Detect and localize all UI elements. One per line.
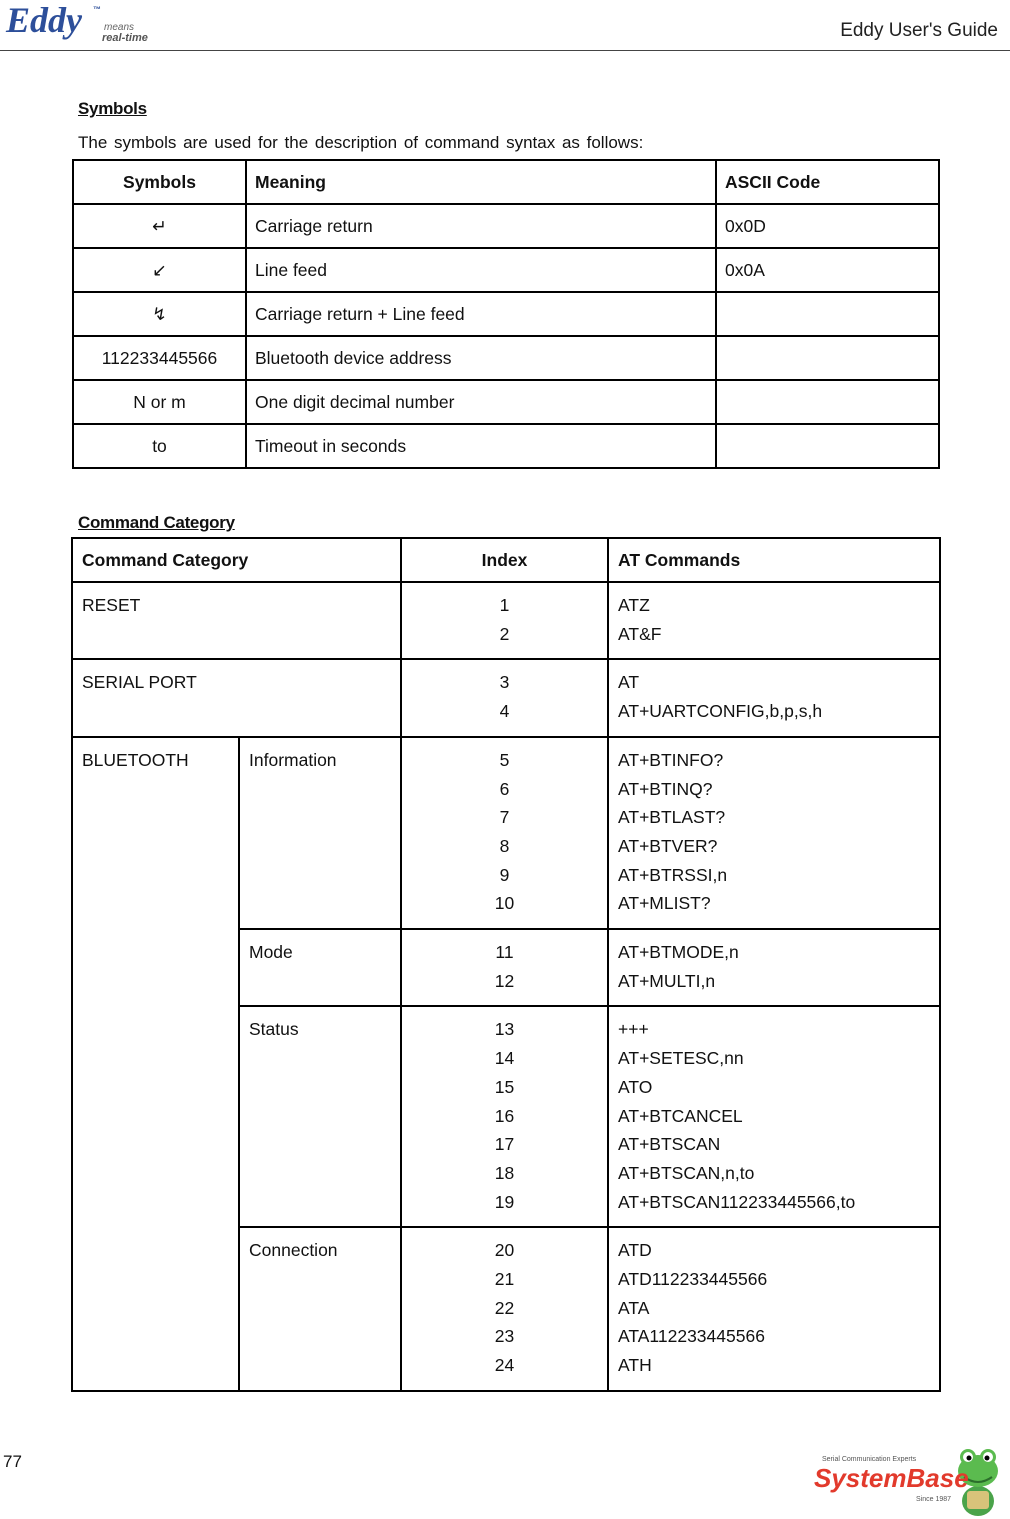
at-command: ATO xyxy=(618,1076,653,1097)
brand-name: SystemBase xyxy=(814,1463,969,1493)
index-value: 4 xyxy=(499,701,510,722)
index-value: 1 xyxy=(499,595,510,615)
at-command: AT+MLIST? xyxy=(618,893,711,914)
logo-wordmark: Eddy xyxy=(6,0,82,40)
index-value: 8 xyxy=(499,835,510,856)
index-cell xyxy=(401,929,608,1006)
at-command: AT+BTSCAN112233445566,to xyxy=(618,1191,856,1212)
table-row xyxy=(73,380,939,424)
index-cell xyxy=(401,1227,608,1391)
symbols-intro: The symbols are used for the description of command syntax as follows: xyxy=(78,133,644,152)
document-title: Eddy User's Guide xyxy=(840,20,998,41)
column-header-symbols: Symbols xyxy=(73,160,246,204)
index-value: 19 xyxy=(494,1191,515,1212)
index-value: 21 xyxy=(494,1269,515,1290)
column-header-index: Index xyxy=(401,538,608,582)
table-row xyxy=(73,248,939,292)
page-number: 77 xyxy=(3,1452,22,1471)
header-divider xyxy=(0,50,1010,51)
index-cell xyxy=(401,737,608,929)
symbol-cell: ↯ xyxy=(73,292,246,336)
ascii-cell: 0x0A xyxy=(716,248,939,292)
commands-cell xyxy=(608,929,940,1006)
index-value: 16 xyxy=(494,1105,515,1126)
table-row xyxy=(73,424,939,468)
meaning-cell: Carriage return xyxy=(246,204,716,248)
at-command: ATD xyxy=(618,1240,652,1261)
symbol-cell: N or m xyxy=(73,380,246,424)
table-header-row xyxy=(72,538,940,582)
index-value: 12 xyxy=(494,970,515,991)
index-value: 5 xyxy=(499,749,510,770)
ascii-cell xyxy=(716,424,939,468)
subcategory-cell: Status xyxy=(239,1006,401,1227)
index-value: 13 xyxy=(494,1019,515,1040)
ascii-cell xyxy=(716,336,939,380)
systembase-logo xyxy=(812,1443,1008,1519)
subcategory-cell: Connection xyxy=(239,1227,401,1391)
at-command: ATH xyxy=(618,1355,652,1376)
index-value: 24 xyxy=(494,1355,515,1376)
index-value: 11 xyxy=(495,942,514,963)
symbol-cell: ↙ xyxy=(73,248,246,292)
index-value: 23 xyxy=(494,1326,515,1347)
table-row xyxy=(72,582,940,659)
index-value: 17 xyxy=(494,1134,515,1155)
logo-tagline-realtime: real-time xyxy=(102,32,148,44)
category-cell: RESET xyxy=(72,582,401,659)
symbols-table xyxy=(72,159,940,469)
symbol-cell: ↵ xyxy=(73,204,246,248)
at-command: AT+MULTI,n xyxy=(618,970,716,991)
at-command: +++ xyxy=(618,1019,649,1040)
at-command: AT+BTVER? xyxy=(618,835,718,856)
index-value: 22 xyxy=(494,1297,515,1318)
index-cell xyxy=(401,582,608,659)
index-value: 10 xyxy=(494,893,515,914)
symbol-cell: 112233445566 xyxy=(73,336,246,380)
index-value: 15 xyxy=(494,1076,515,1097)
at-command: AT+BTSCAN xyxy=(618,1134,721,1155)
index-value: 14 xyxy=(494,1048,515,1069)
index-cell xyxy=(401,1006,608,1227)
symbols-heading: Symbols xyxy=(78,99,147,118)
at-command: AT+BTINFO? xyxy=(618,749,724,770)
index-value: 2 xyxy=(499,623,510,644)
brand-since: Since 1987 xyxy=(916,1496,952,1503)
ascii-cell xyxy=(716,292,939,336)
at-command: AT+BTLAST? xyxy=(618,807,726,828)
svg-text:™: ™ xyxy=(93,5,101,14)
column-header-at-commands: AT Commands xyxy=(608,538,940,582)
column-header-category: Command Category xyxy=(72,538,401,582)
column-header-meaning: Meaning xyxy=(246,160,716,204)
table-header-row xyxy=(73,160,939,204)
commands-cell xyxy=(608,582,940,659)
at-command: AT xyxy=(618,672,640,693)
index-value: 3 xyxy=(499,672,510,693)
at-command: ATA xyxy=(618,1297,650,1318)
at-command: AT&F xyxy=(618,623,662,644)
meaning-cell: Line feed xyxy=(246,248,716,292)
command-category-heading: Command Category xyxy=(78,513,235,532)
subcategory-cell: Mode xyxy=(239,929,401,1006)
meaning-cell: One digit decimal number xyxy=(246,380,716,424)
at-command: AT+BTRSSI,n xyxy=(618,864,728,885)
eddy-logo xyxy=(4,0,164,46)
index-value: 20 xyxy=(494,1240,515,1261)
table-row xyxy=(73,336,939,380)
ascii-cell xyxy=(716,380,939,424)
ascii-cell: 0x0D xyxy=(716,204,939,248)
table-row xyxy=(72,659,940,736)
column-header-ascii: ASCII Code xyxy=(716,160,939,204)
at-command: AT+UARTCONFIG,b,p,s,h xyxy=(618,701,823,722)
logo-tagline-means: means xyxy=(104,22,135,33)
commands-cell xyxy=(608,1006,940,1227)
commands-cell xyxy=(608,1227,940,1391)
at-command: ATZ xyxy=(618,595,650,615)
at-command: AT+BTMODE,n xyxy=(618,942,739,963)
subcategory-cell: Information xyxy=(239,737,401,929)
index-cell xyxy=(401,659,608,736)
commands-cell xyxy=(608,737,940,929)
at-command: ATD112233445566 xyxy=(618,1269,768,1290)
at-command: AT+BTINQ? xyxy=(618,778,713,799)
page-header xyxy=(0,0,1010,52)
table-row xyxy=(73,204,939,248)
at-command: AT+BTCANCEL xyxy=(618,1105,743,1126)
brand-tagline: Serial Communication Experts xyxy=(822,1456,917,1463)
index-value: 7 xyxy=(499,807,510,828)
at-command: AT+SETESC,nn xyxy=(618,1048,744,1069)
index-value: 9 xyxy=(499,864,510,885)
category-cell: SERIAL PORT xyxy=(72,659,401,736)
table-row xyxy=(72,737,940,929)
meaning-cell: Bluetooth device address xyxy=(246,336,716,380)
commands-cell xyxy=(608,659,940,736)
at-command: AT+BTSCAN,n,to xyxy=(618,1162,755,1183)
index-value: 6 xyxy=(499,778,510,799)
symbol-cell: to xyxy=(73,424,246,468)
table-row xyxy=(73,292,939,336)
category-cell: BLUETOOTH xyxy=(72,737,239,1391)
meaning-cell: Timeout in seconds xyxy=(246,424,716,468)
meaning-cell: Carriage return + Line feed xyxy=(246,292,716,336)
index-value: 18 xyxy=(494,1162,515,1183)
at-command: ATA112233445566 xyxy=(618,1326,765,1347)
command-category-table xyxy=(71,537,941,1392)
